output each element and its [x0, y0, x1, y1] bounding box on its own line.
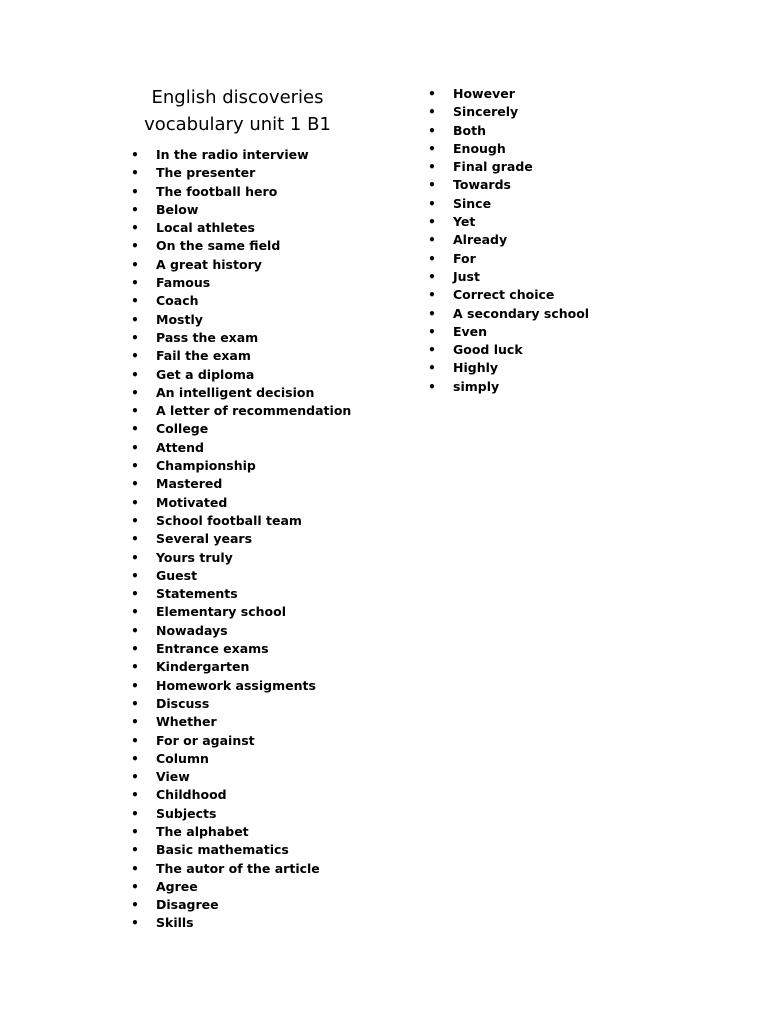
vocabulary-item: [131, 896, 351, 914]
vocabulary-item-text: A letter of recommendation: [156, 403, 352, 419]
vocabulary-item-text: College: [156, 421, 209, 437]
vocabulary-item-text: View: [156, 769, 190, 785]
bullet-icon: •: [428, 306, 436, 321]
bullet-icon: •: [131, 751, 139, 766]
vocabulary-item: [131, 914, 351, 932]
bullet-icon: •: [131, 806, 139, 821]
bullet-icon: •: [428, 123, 436, 138]
vocabulary-item-text: Childhood: [156, 787, 227, 803]
vocabulary-item-text: Fail the exam: [156, 348, 251, 364]
vocabulary-item: [131, 640, 351, 658]
vocabulary-item: [428, 195, 589, 213]
bullet-icon: •: [131, 477, 139, 492]
vocabulary-item-text: Below: [156, 201, 199, 217]
vocabulary-item: [131, 201, 351, 219]
vocabulary-item: [428, 103, 589, 121]
vocabulary-item-text: Kindergarten: [156, 659, 250, 675]
vocabulary-item-text: Final grade: [453, 159, 533, 175]
bullet-icon: •: [131, 678, 139, 693]
vocabulary-item-text: Attend: [156, 439, 204, 455]
vocabulary-item: [131, 841, 351, 859]
vocabulary-item: [131, 585, 351, 603]
bullet-icon: •: [428, 215, 436, 230]
vocabulary-item: [131, 512, 351, 530]
vocabulary-item: [131, 530, 351, 548]
bullet-icon: •: [428, 324, 436, 339]
vocabulary-item-text: Enough: [453, 140, 506, 156]
vocabulary-item-text: Even: [453, 323, 488, 339]
bullet-icon: •: [131, 642, 139, 657]
vocabulary-item: [131, 329, 351, 347]
vocabulary-item: [131, 677, 351, 695]
bullet-icon: •: [131, 495, 139, 510]
vocabulary-item-text: Basic mathematics: [156, 842, 289, 858]
vocabulary-item: [428, 158, 589, 176]
vocabulary-item-text: Whether: [156, 714, 217, 730]
vocabulary-item-text: Skills: [156, 915, 194, 931]
vocabulary-item: [131, 622, 351, 640]
bullet-icon: •: [131, 459, 139, 474]
vocabulary-item: [131, 567, 351, 585]
vocabulary-item: [428, 286, 589, 304]
vocabulary-item: [131, 860, 351, 878]
vocabulary-item-text: Motivated: [156, 494, 228, 510]
vocabulary-item: [131, 384, 351, 402]
vocabulary-item-text: Mastered: [156, 476, 223, 492]
vocabulary-item: [131, 786, 351, 804]
vocabulary-item-text: Highly: [453, 360, 499, 376]
vocabulary-item: [428, 85, 589, 103]
vocabulary-item: [428, 323, 589, 341]
vocabulary-item-text: Get a diploma: [156, 366, 255, 382]
bullet-icon: •: [131, 257, 139, 272]
vocabulary-item-text: Elementary school: [156, 604, 286, 620]
bullet-icon: •: [428, 105, 436, 120]
vocabulary-item-text: Guest: [156, 567, 198, 583]
bullet-icon: •: [131, 349, 139, 364]
bullet-icon: •: [428, 160, 436, 175]
vocabulary-list-left: [131, 146, 352, 933]
bullet-icon: •: [131, 330, 139, 345]
bullet-icon: •: [131, 916, 139, 931]
bullet-icon: •: [428, 178, 436, 193]
vocabulary-item-text: Column: [156, 750, 209, 766]
vocabulary-item: [428, 359, 589, 377]
vocabulary-item: [131, 164, 351, 182]
bullet-icon: •: [131, 148, 139, 162]
vocabulary-item: [131, 805, 351, 823]
vocabulary-item-text: In the radio interview: [156, 147, 309, 162]
bullet-icon: •: [428, 87, 436, 101]
bullet-icon: •: [131, 623, 139, 638]
vocabulary-item-text: Discuss: [156, 695, 210, 711]
vocabulary-item-text: For: [453, 250, 476, 266]
vocabulary-item-text: For or against: [156, 732, 255, 748]
bullet-icon: •: [131, 568, 139, 583]
bullet-icon: •: [428, 343, 436, 358]
bullet-icon: •: [131, 660, 139, 675]
vocabulary-item: [131, 695, 351, 713]
bullet-icon: •: [131, 184, 139, 199]
vocabulary-item: [428, 341, 589, 359]
vocabulary-list-right: [428, 85, 590, 396]
vocabulary-item-text: Homework assigments: [156, 677, 316, 693]
vocabulary-item: [131, 823, 351, 841]
bullet-icon: •: [428, 361, 436, 376]
vocabulary-item-text: The autor of the article: [156, 860, 320, 876]
vocabulary-item-text: Just: [453, 268, 480, 284]
vocabulary-item: [131, 183, 351, 201]
vocabulary-item: [131, 402, 352, 420]
bullet-icon: •: [131, 312, 139, 327]
bullet-icon: •: [428, 288, 436, 303]
vocabulary-item: [131, 439, 351, 457]
vocabulary-item: [428, 176, 589, 194]
vocabulary-item-text: The football hero: [156, 183, 278, 199]
vocabulary-item: [131, 549, 351, 567]
vocabulary-item-text: Several years: [156, 531, 253, 547]
vocabulary-item: [428, 250, 589, 268]
vocabulary-item: [131, 237, 351, 255]
vocabulary-item-text: Mostly: [156, 311, 203, 327]
vocabulary-item: [131, 475, 351, 493]
bullet-icon: •: [131, 422, 139, 437]
bullet-icon: •: [428, 269, 436, 284]
vocabulary-item: [131, 768, 351, 786]
bullet-icon: •: [131, 770, 139, 785]
bullet-icon: •: [131, 788, 139, 803]
bullet-icon: •: [131, 276, 139, 291]
vocabulary-item: [428, 213, 589, 231]
bullet-icon: •: [131, 166, 139, 181]
vocabulary-item: [428, 231, 589, 249]
vocabulary-item-text: Since: [453, 195, 492, 211]
vocabulary-item-text: Good luck: [453, 342, 523, 358]
bullet-icon: •: [428, 379, 436, 394]
vocabulary-item: [131, 713, 351, 731]
bullet-icon: •: [131, 824, 139, 839]
vocabulary-item: [428, 268, 589, 286]
bullet-icon: •: [131, 404, 139, 419]
vocabulary-item-text: Already: [453, 232, 508, 248]
vocabulary-item-text: Statements: [156, 586, 238, 602]
vocabulary-item-text: Correct choice: [453, 287, 555, 303]
vocabulary-item-text: However: [453, 86, 515, 101]
bullet-icon: •: [131, 879, 139, 894]
vocabulary-item: [131, 878, 351, 896]
vocabulary-item-text: Both: [453, 122, 486, 138]
bullet-icon: •: [428, 141, 436, 156]
vocabulary-item-text: School football team: [156, 512, 302, 528]
vocabulary-item: [428, 305, 590, 323]
vocabulary-item-text: Championship: [156, 458, 256, 474]
bullet-icon: •: [131, 550, 139, 565]
bullet-icon: •: [131, 513, 139, 528]
bullet-icon: •: [131, 587, 139, 602]
bullet-icon: •: [428, 251, 436, 266]
vocabulary-item: [131, 292, 351, 310]
vocabulary-item-text: Yours truly: [156, 549, 233, 565]
vocabulary-item-text: Famous: [156, 275, 211, 291]
bullet-icon: •: [131, 696, 139, 711]
vocabulary-item-text: Local athletes: [156, 220, 255, 236]
vocabulary-item-text: An intelligent decision: [156, 384, 315, 400]
vocabulary-item-text: Coach: [156, 293, 199, 309]
vocabulary-item: [131, 750, 351, 768]
vocabulary-item-text: Towards: [453, 177, 511, 193]
bullet-icon: •: [131, 861, 139, 876]
bullet-icon: •: [131, 440, 139, 455]
vocabulary-item: [428, 378, 589, 396]
vocabulary-item-text: Disagree: [156, 897, 219, 913]
vocabulary-item-text: The presenter: [156, 165, 256, 181]
title-line-2: vocabulary unit 1 B1: [144, 114, 331, 135]
vocabulary-item-text: A secondary school: [453, 305, 590, 321]
vocabulary-item: [131, 219, 351, 237]
vocabulary-item-text: Entrance exams: [156, 641, 269, 657]
bullet-icon: •: [131, 202, 139, 217]
vocabulary-item: [131, 311, 351, 329]
vocabulary-item: [131, 146, 351, 164]
vocabulary-item-text: A great history: [156, 256, 262, 272]
vocabulary-item-text: Sincerely: [453, 104, 519, 120]
vocabulary-item-text: Pass the exam: [156, 329, 259, 345]
vocabulary-item: [131, 347, 351, 365]
vocabulary-item: [428, 122, 589, 140]
vocabulary-item: [131, 658, 351, 676]
vocabulary-item: [131, 732, 351, 750]
bullet-icon: •: [131, 367, 139, 382]
vocabulary-item-text: The alphabet: [156, 823, 249, 839]
vocabulary-item-text: On the same field: [156, 238, 281, 254]
vocabulary-item: [131, 256, 351, 274]
vocabulary-item: [131, 274, 351, 292]
bullet-icon: •: [131, 605, 139, 620]
vocabulary-item-text: simply: [453, 378, 500, 394]
vocabulary-item-text: Agree: [156, 878, 198, 894]
vocabulary-item: [131, 494, 351, 512]
bullet-icon: •: [131, 239, 139, 254]
title-line-1: English discoveries: [151, 87, 324, 108]
bullet-icon: •: [131, 221, 139, 236]
bullet-icon: •: [131, 843, 139, 858]
vocabulary-item-text: Nowadays: [156, 622, 228, 638]
vocabulary-item: [131, 366, 351, 384]
bullet-icon: •: [131, 715, 139, 730]
vocabulary-item: [131, 420, 351, 438]
bullet-icon: •: [131, 294, 139, 309]
bullet-icon: •: [131, 733, 139, 748]
bullet-icon: •: [428, 196, 436, 211]
bullet-icon: •: [428, 233, 436, 248]
vocabulary-item: [428, 140, 589, 158]
document-title: [135, 84, 340, 138]
vocabulary-item-text: Subjects: [156, 805, 217, 821]
vocabulary-item: [131, 603, 351, 621]
vocabulary-item-text: Yet: [453, 214, 476, 230]
vocabulary-item: [131, 457, 351, 475]
bullet-icon: •: [131, 385, 139, 400]
bullet-icon: •: [131, 898, 139, 913]
bullet-icon: •: [131, 532, 139, 547]
